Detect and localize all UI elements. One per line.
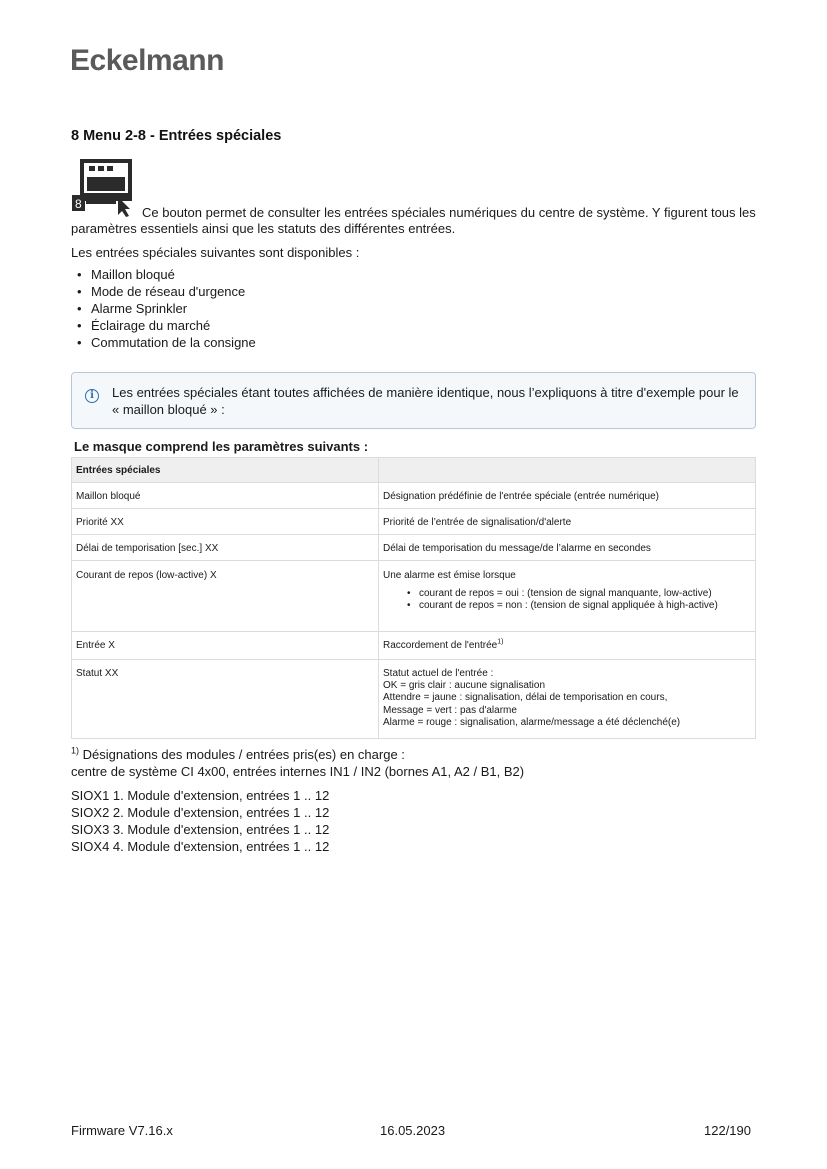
list-item: • Alarme Sprinkler xyxy=(77,300,256,317)
module-item: SIOX3 3. Module d'extension, entrées 1 .. 12 xyxy=(71,822,330,837)
list-item: • courant de repos = oui : (tension de signal manquante, low-active) xyxy=(407,588,751,600)
menu-icon-number: 8 xyxy=(75,197,82,211)
parameters-table xyxy=(71,457,756,739)
module-list xyxy=(71,787,329,855)
param-cell: Maillon bloqué xyxy=(72,483,379,509)
info-note xyxy=(71,372,756,429)
desc-cell: Délai de temporisation du message/de l’alarme en secondes xyxy=(379,535,756,561)
module-item: SIOX4 4. Module d'extension, entrées 1 .. 12 xyxy=(71,839,330,854)
desc-cell: Désignation prédéfinie de l'entrée spéciale (entrée numérique) xyxy=(379,483,756,509)
desc-line: Attendre = jaune : signalisation, délai de temporisation en cours, xyxy=(383,692,668,704)
table-caption: Le masque comprend les paramètres suivants : xyxy=(74,439,369,454)
desc-cell xyxy=(379,561,756,632)
desc-cell xyxy=(379,632,756,660)
intro-paragraph xyxy=(71,205,761,237)
param-cell: Priorité XX xyxy=(72,509,379,535)
table-header-row xyxy=(72,458,756,483)
param-cell: Délai de temporisation [sec.] XX xyxy=(72,535,379,561)
list-item: • Mode de réseau d'urgence xyxy=(77,283,256,300)
desc-line: OK = gris clair : aucune signalisation xyxy=(383,680,546,692)
list-item: • Maillon bloqué xyxy=(77,266,256,283)
info-note-text: Les entrées spéciales étant toutes affichées de manière identique, nous l’expliquons à titre d'exemple pour le « maillon bloqué » : xyxy=(112,385,739,417)
eckelmann-logo: Eckelmann xyxy=(70,44,224,77)
desc-line: Alarme = rouge : signalisation, alarme/message a été déclenché(e) xyxy=(383,716,681,728)
table-row xyxy=(72,535,756,561)
table-row xyxy=(72,660,756,739)
footnote-line: centre de système CI 4x00, entrées internes IN1 / IN2 (bornes A1, A2 / B1, B2) xyxy=(71,764,525,779)
table-header-cell xyxy=(379,458,756,483)
param-cell: Courant de repos (low-active) X xyxy=(72,561,379,632)
footer-page-number: 122/190 xyxy=(704,1123,751,1138)
module-item: SIOX2 2. Module d'extension, entrées 1 .. 12 xyxy=(71,805,330,820)
desc-line: Message = vert : pas d'alarme xyxy=(383,704,517,716)
table-header-cell: Entrées spéciales xyxy=(72,458,379,483)
table-row xyxy=(72,632,756,660)
desc-sublist xyxy=(383,588,751,612)
desc-text: Une alarme est émise lorsque xyxy=(383,570,516,581)
special-inputs-list xyxy=(77,266,256,351)
param-cell: Statut XX xyxy=(72,660,379,739)
desc-line: Statut actuel de l'entrée : xyxy=(383,668,494,679)
footnote-ref: 1) xyxy=(497,638,504,646)
list-item: • Éclairage du marché xyxy=(77,317,256,334)
param-cell: Entrée X xyxy=(72,632,379,660)
available-inputs-text: Les entrées spéciales suivantes sont disponibles : xyxy=(71,245,360,260)
footnote xyxy=(71,746,524,780)
intro-text: Ce bouton permet de consulter les entrées spéciales numériques du centre de système. Y figurent tous les paramètres essentiels ainsi que les statuts des différentes entrées. xyxy=(71,205,756,236)
info-icon: i xyxy=(85,389,99,403)
desc-cell: Priorité de l’entrée de signalisation/d'alerte xyxy=(379,509,756,535)
table-row xyxy=(72,561,756,632)
footnote-mark: 1) xyxy=(71,745,80,756)
footer-firmware: Firmware V7.16.x xyxy=(71,1123,173,1138)
section-heading: 8 Menu 2-8 - Entrées spéciales xyxy=(71,128,282,144)
desc-cell xyxy=(379,660,756,739)
module-item: SIOX1 1. Module d'extension, entrées 1 .. 12 xyxy=(71,788,330,803)
list-item: • Commutation de la consigne xyxy=(77,334,256,351)
table-row xyxy=(72,509,756,535)
footnote-line: Désignations des modules / entrées pris(es) en charge : xyxy=(79,747,405,762)
desc-text: Raccordement de l'entrée xyxy=(383,640,498,651)
table-row xyxy=(72,483,756,509)
footer-date: 16.05.2023 xyxy=(380,1123,446,1138)
list-item: • courant de repos = non : (tension de signal appliquée à high-active) xyxy=(407,600,751,612)
